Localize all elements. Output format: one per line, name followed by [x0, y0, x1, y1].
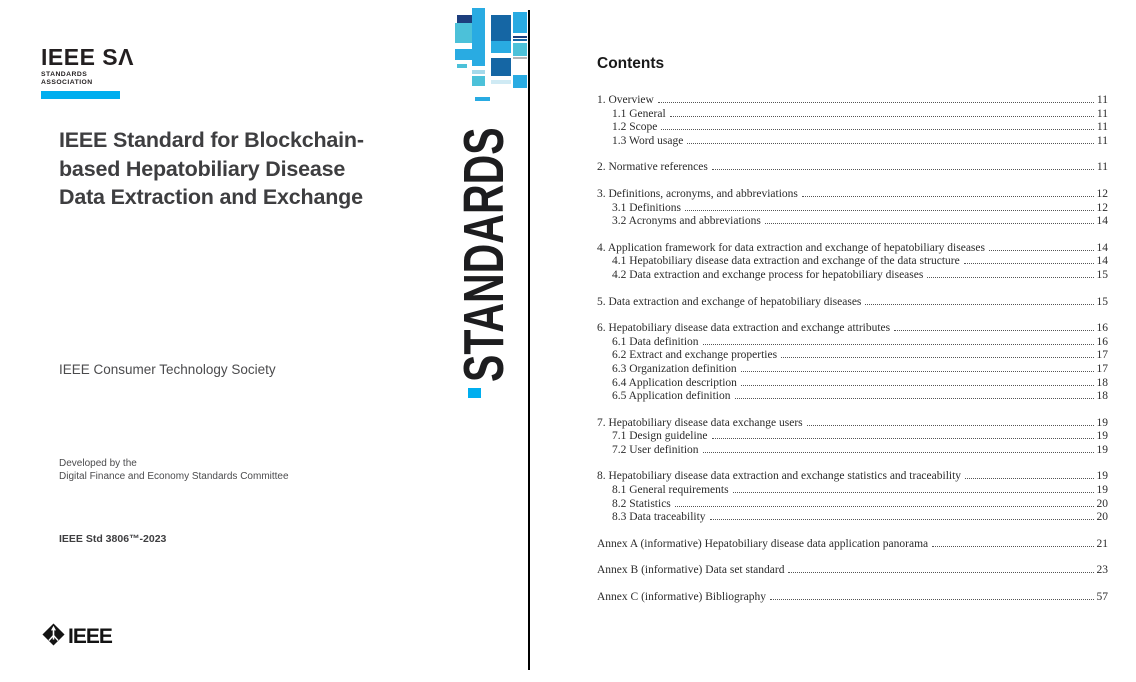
contents-heading: Contents [597, 55, 665, 72]
toc-entry[interactable] [597, 296, 1108, 310]
toc-page-number: 18 [1096, 390, 1108, 403]
dot-leader [894, 330, 1093, 331]
toc-page-number: 16 [1096, 322, 1108, 335]
dot-leader [788, 572, 1093, 573]
toc-entry[interactable] [597, 135, 1108, 149]
toc-entry-label: 1. Overview [597, 94, 654, 106]
toc-entry-label: 8.3 Data traceability [612, 511, 706, 524]
toc-entry-label: 5. Data extraction and exchange of hepatobiliary diseases [597, 295, 862, 308]
toc-entry[interactable] [597, 121, 1108, 135]
toc-entry[interactable] [597, 108, 1108, 122]
dot-leader [687, 143, 1094, 144]
toc-page-number: 11 [1096, 107, 1108, 120]
dot-leader [865, 304, 1093, 305]
title-line: IEEE Standard for Blockchain- [59, 128, 364, 152]
dot-leader [710, 519, 1094, 520]
mosaic-block [513, 12, 527, 33]
toc-entry[interactable] [597, 511, 1108, 525]
dot-leader [733, 492, 1094, 493]
toc-page-number: 12 [1096, 187, 1108, 200]
toc-entry[interactable] [597, 498, 1108, 512]
dot-leader [964, 263, 1094, 264]
toc-entry-label: 1.2 Scope [612, 121, 658, 134]
toc-entry-label: 6.4 Application description [612, 376, 737, 389]
toc-page-number: 15 [1096, 268, 1108, 281]
dot-leader [965, 478, 1093, 479]
toc-entry-label: 6.3 Organization definition [612, 362, 737, 375]
toc-group [597, 296, 1108, 310]
toc-page-number: 12 [1096, 201, 1108, 214]
toc-entry-label: 3. Definitions, acronyms, and abbreviations [597, 187, 798, 200]
toc-group [597, 538, 1108, 552]
toc-entry-label: Annex A (informative) Hepatobiliary disease data application panorama [597, 537, 929, 550]
mosaic-block [513, 39, 527, 41]
spine-standards-text: STANDARDS [452, 127, 516, 382]
dot-leader [661, 129, 1094, 130]
toc-entry-label: 8. Hepatobiliary disease data extraction and exchange statistics and traceability [597, 470, 962, 483]
table-of-contents [597, 94, 1108, 605]
toc-entry-label: 8.1 General requirements [612, 484, 729, 497]
toc-entry[interactable] [597, 161, 1108, 175]
toc-page-number: 57 [1096, 591, 1108, 604]
toc-group [597, 161, 1108, 175]
mosaic-block [513, 36, 527, 38]
ieee-sa-wordmark: IEEE SΛ [41, 44, 134, 70]
dot-leader [712, 169, 1094, 170]
toc-page-number: 11 [1096, 161, 1108, 174]
toc-entry[interactable] [597, 215, 1108, 229]
dot-leader [741, 371, 1094, 372]
toc-group [597, 417, 1108, 458]
dot-leader [802, 196, 1094, 197]
mosaic-block [513, 57, 527, 59]
standards-association-label: STANDARDS ASSOCIATION [41, 71, 93, 86]
toc-entry[interactable] [597, 484, 1108, 498]
toc-entry-label: 6.1 Data definition [612, 335, 699, 348]
dot-leader [765, 223, 1094, 224]
toc-entry-label: 2. Normative references [597, 161, 708, 174]
toc-page-number: 15 [1096, 295, 1108, 308]
toc-page-number: 11 [1096, 134, 1108, 147]
toc-entry[interactable] [597, 377, 1108, 391]
toc-entry-label: 7.1 Design guideline [612, 430, 708, 443]
spine-accent-block [468, 388, 481, 398]
toc-group [597, 188, 1108, 229]
dot-leader [989, 250, 1094, 251]
toc-entry[interactable] [597, 444, 1108, 458]
dot-leader [675, 506, 1094, 507]
ieee-diamond-icon [42, 623, 65, 651]
ieee-sa-logo [41, 45, 134, 99]
toc-entry-label: 1.1 General [612, 107, 666, 120]
toc-group [597, 591, 1108, 605]
ieee-master-logo [42, 623, 112, 651]
dot-leader [781, 357, 1093, 358]
toc-page-number: 17 [1096, 349, 1108, 362]
dot-leader [932, 546, 1093, 547]
toc-group [597, 94, 1108, 148]
toc-page-number: 20 [1096, 497, 1108, 510]
dot-leader [712, 438, 1094, 439]
toc-entry-label: 6. Hepatobiliary disease data extraction and exchange attributes [597, 322, 891, 335]
toc-page-number: 14 [1096, 215, 1108, 228]
toc-page-number: 19 [1096, 470, 1108, 483]
toc-entry-label: 6.5 Application definition [612, 390, 731, 403]
title-line: based Hepatobiliary Disease [59, 156, 346, 181]
toc-page-number: 21 [1096, 537, 1108, 550]
dot-leader [703, 344, 1094, 345]
dot-leader [741, 385, 1094, 386]
dot-leader [658, 102, 1094, 103]
dot-leader [670, 116, 1094, 117]
toc-entry[interactable] [597, 349, 1108, 363]
document-title [59, 126, 364, 212]
toc-entry-label: 4.1 Hepatobiliary disease data extraction and exchange of the data structure [612, 255, 960, 268]
toc-entry-label: 4.2 Data extraction and exchange process for hepatobiliary diseases [612, 268, 924, 281]
toc-entry[interactable] [597, 417, 1108, 431]
toc-entry[interactable] [597, 538, 1108, 552]
developed-by: Developed by the Digital Finance and Economy Standards Committee [59, 458, 289, 482]
toc-entry[interactable] [597, 336, 1108, 350]
dot-leader [703, 452, 1094, 453]
toc-entry-label: Annex C (informative) Bibliography [597, 591, 766, 604]
toc-entry[interactable] [597, 363, 1108, 377]
dot-leader [807, 425, 1094, 426]
society-name: IEEE Consumer Technology Society [59, 362, 276, 377]
title-line: Data Extraction and Exchange [59, 185, 363, 209]
toc-page-number: 19 [1096, 430, 1108, 443]
toc-entry[interactable] [597, 255, 1108, 269]
toc-page-number: 14 [1096, 255, 1108, 268]
toc-entry[interactable] [597, 591, 1108, 605]
toc-entry[interactable] [597, 188, 1108, 202]
toc-entry[interactable] [597, 564, 1108, 578]
toc-entry[interactable] [597, 269, 1108, 283]
toc-entry-label: 7. Hepatobiliary disease data exchange users [597, 416, 803, 429]
toc-entry-label: 4. Application framework for data extraction and exchange of hepatobiliary diseases [597, 241, 985, 254]
toc-entry-label: 1.3 Word usage [612, 134, 684, 147]
toc-page-number: 19 [1096, 416, 1108, 429]
toc-entry[interactable] [597, 202, 1108, 216]
toc-entry[interactable] [597, 242, 1108, 256]
dot-leader [927, 277, 1093, 278]
toc-page-number: 19 [1096, 443, 1108, 456]
toc-page-number: 14 [1096, 241, 1108, 254]
toc-group [597, 242, 1108, 283]
mosaic-block [513, 43, 527, 56]
mosaic-block [513, 75, 527, 88]
toc-entry-label: Annex B (informative) Data set standard [597, 564, 785, 577]
mosaic-block [472, 8, 485, 16]
cyan-accent-bar [41, 91, 120, 99]
toc-group [597, 470, 1108, 524]
toc-entry-label: 7.2 User definition [612, 443, 699, 456]
toc-entry[interactable] [597, 390, 1108, 404]
standard-number: IEEE Std 3806™-2023 [59, 533, 167, 545]
toc-entry-label: 8.2 Statistics [612, 497, 671, 510]
toc-page-number: 19 [1096, 484, 1108, 497]
page-divider-line [528, 10, 530, 670]
toc-group [597, 564, 1108, 578]
toc-entry[interactable] [597, 470, 1108, 484]
toc-entry[interactable] [597, 430, 1108, 444]
toc-page-number: 11 [1096, 121, 1108, 134]
toc-entry-label: 6.2 Extract and exchange properties [612, 349, 778, 362]
toc-page-number: 17 [1096, 362, 1108, 375]
spine-vertical-banner [452, 28, 516, 398]
toc-page-number: 20 [1096, 511, 1108, 524]
toc-group [597, 322, 1108, 404]
toc-entry-label: 3.1 Definitions [612, 201, 681, 214]
dot-leader [770, 599, 1094, 600]
toc-entry[interactable] [597, 322, 1108, 336]
toc-page-number: 16 [1096, 335, 1108, 348]
toc-page-number: 23 [1096, 564, 1108, 577]
ieee-wordmark: IEEE [68, 625, 112, 648]
toc-page-number: 11 [1096, 94, 1108, 106]
dot-leader [735, 398, 1094, 399]
toc-entry-label: 3.2 Acronyms and abbreviations [612, 215, 761, 228]
toc-entry[interactable] [597, 94, 1108, 108]
dot-leader [685, 210, 1094, 211]
toc-page-number: 18 [1096, 376, 1108, 389]
